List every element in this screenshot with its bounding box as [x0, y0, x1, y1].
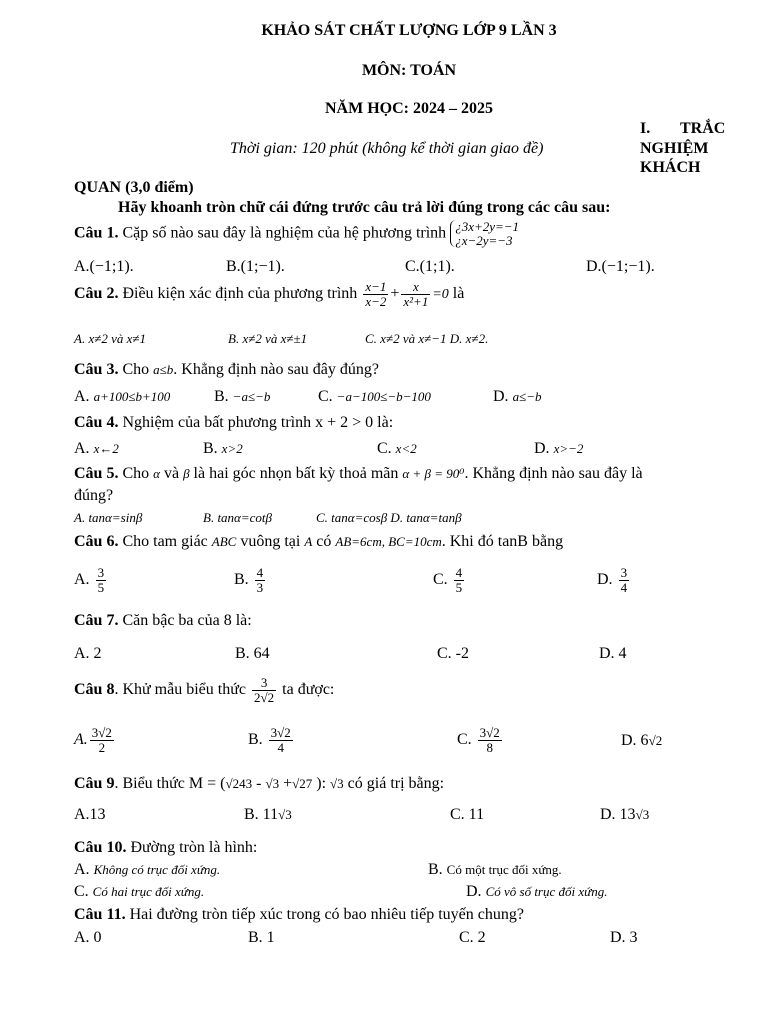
question-1-label: Câu 1. [74, 224, 119, 242]
fraction-2: $\frac{x}{\text{x²+1}}$ [403, 279, 429, 309]
question-1-text: Cặp số nào sau đây là nghiệm của hệ phương trình [118, 224, 447, 242]
q3-option-b[interactable]: B. −a≤−b [214, 388, 271, 405]
question-3-pre: Cho [118, 361, 154, 378]
exam-subject: MÔN: TOÁN [361, 62, 457, 79]
question-2-text: Điều kiện xác định của phương trình [118, 284, 358, 302]
q3-option-c[interactable]: C. −a−100≤−b−100 [318, 388, 431, 405]
q9-option-b[interactable]: B. 11√3 [244, 806, 292, 823]
question-10-text: Đường tròn là hình: [126, 839, 258, 856]
q8-option-a[interactable]: A. $\frac{3√2}{2}$ [74, 725, 112, 755]
q11-option-b[interactable]: B. 1 [248, 929, 275, 946]
q4-option-d[interactable]: D. x>−2 [534, 440, 584, 457]
q2-option-b[interactable]: B. x≠2 và x≠±1 [228, 331, 308, 346]
fraction-1: $\frac{x-1}{x-2}$ [365, 279, 387, 309]
q8-option-b[interactable]: B. $\frac{3√2}{4}$ [248, 725, 291, 755]
q10-option-a[interactable]: A. Không có trục đối xứng. [74, 861, 221, 878]
q9-option-a[interactable]: A.13 [74, 806, 106, 823]
q4-option-c[interactable]: C. x<2 [377, 440, 417, 457]
q7-option-d[interactable]: D. 4 [599, 645, 627, 662]
q3-option-d[interactable]: D. a≤−b [493, 388, 542, 405]
equation-1: ¿3x+2y=−1 [455, 219, 520, 234]
q6-option-c[interactable]: C. $\frac{4}{5}$ [433, 565, 463, 595]
q10-option-b[interactable]: B. Có một trục đối xứng. [428, 861, 562, 878]
q4-option-a[interactable]: A. x←2 [74, 440, 119, 457]
q1-option-c[interactable]: C.(1;1). [405, 258, 455, 275]
q1-option-d[interactable]: D.(−1;−1). [586, 258, 655, 275]
exam-title: KHẢO SÁT CHẤT LƯỢNG LỚP 9 LẦN 3 [261, 22, 557, 39]
q11-option-d[interactable]: D. 3 [610, 929, 638, 946]
q2-option-cd[interactable]: C. x≠2 và x≠−1 D. x≠2. [365, 331, 489, 346]
question-4-text: Nghiệm của bất phương trình x + 2 > 0 là: [118, 414, 394, 431]
q5-option-b[interactable]: B. tanα=cotβ [203, 510, 273, 525]
q7-option-a[interactable]: A. 2 [74, 645, 102, 662]
side-lengths: AB=6cm, BC=10cm [335, 534, 442, 549]
angle-sum: α + β = 90⁰ [402, 466, 465, 481]
question-11 [74, 906, 524, 924]
section-roman: I. [640, 120, 651, 137]
question-6-label: Câu 6. [74, 533, 119, 550]
question-8-text: . Khử mẫu biểu thức [114, 680, 246, 698]
q1-option-b[interactable]: B.(1;−1). [226, 258, 285, 275]
question-5-label: Câu 5. [74, 465, 119, 482]
question-2-label: Câu 2. [74, 284, 119, 302]
q11-option-a[interactable]: A. 0 [74, 929, 102, 946]
question-11-text: Hai đường tròn tiếp xúc trong có bao nhiêu tiếp tuyến chung? [125, 906, 524, 923]
q6-option-b[interactable]: B. $\frac{4}{3}$ [234, 565, 264, 595]
section-word-2: NGHIỆM [640, 140, 709, 157]
q7-option-b[interactable]: B. 64 [235, 645, 270, 662]
question-1 [74, 220, 519, 247]
question-3-condition: a≤b [153, 362, 174, 377]
question-3 [74, 361, 379, 379]
question-2-end: là [448, 284, 465, 302]
question-3-label: Câu 3. [74, 361, 119, 378]
equation-system [450, 220, 519, 247]
equation-2: ¿x−2y=−3 [455, 232, 513, 248]
question-10-label: Câu 10. [74, 839, 127, 856]
root-27: √27 [292, 776, 313, 791]
q8-option-d[interactable]: D. 6√2 [621, 732, 663, 749]
beta-symbol: β [183, 466, 190, 481]
root-243: √243 [225, 776, 253, 791]
q10-option-d[interactable]: D. Có vô số trục đối xứng. [466, 883, 608, 900]
q6-option-a[interactable]: A. $\frac{3}{5}$ [74, 565, 105, 595]
section-heading-cont: QUAN (3,0 điểm) [74, 179, 194, 196]
exam-year: NĂM HỌC: 2024 – 2025 [325, 100, 493, 117]
question-3-post: . Khẳng định nào sau đây đúng? [173, 361, 379, 378]
question-7-label: Câu 7. [74, 612, 119, 629]
q1-option-a[interactable]: A.(−1;1). [74, 258, 134, 275]
exam-time: Thời gian: 120 phút (không kể thời gian giao đề) [230, 140, 544, 157]
question-7-text: Căn bậc ba của 8 là: [118, 612, 252, 629]
question-10 [74, 839, 257, 857]
equation-tail: =0 [432, 286, 449, 302]
question-9-label: Câu 9 [74, 775, 115, 792]
question-8-label: Câu 8 [74, 680, 115, 698]
q3-option-a[interactable]: A. a+100≤b+100 [74, 388, 171, 405]
triangle-name: ABC [211, 534, 237, 549]
section-word-1: TRẮC [680, 120, 726, 137]
q2-option-a[interactable]: A. x≠2 và x≠1 [74, 331, 147, 346]
q5-option-cd[interactable]: C. tanα=cosβ D. tanα=tanβ [316, 510, 462, 525]
instruction: Hãy khoanh tròn chữ cái đứng trước câu trả lời đúng trong các câu sau: [118, 199, 611, 216]
question-6: Câu 6. Cho tam giác ABC vuông tại A có AB=6cm, BC=10cm. Khi đó tanB bằng [74, 533, 564, 550]
q5-option-a[interactable]: A. tanα=sinβ [74, 510, 143, 525]
question-7 [74, 612, 252, 630]
question-2: Câu 2. Điều kiện xác định của phương trình $\frac{x-1}{x-2}$ + $\frac{x}{\text{x²+1}}$ =0 là [74, 279, 465, 309]
q10-option-c[interactable]: C. Có hai trục đối xứng. [74, 883, 205, 900]
expression-fraction: $\frac{3}{2√2}$ [254, 675, 275, 705]
q8-option-c[interactable]: C. $\frac{3√2}{8}$ [457, 725, 500, 755]
question-4 [74, 414, 393, 432]
question-9: Câu 9. Biểu thức M = (√243 - √3 +√27 ): √3 có giá trị bằng: [74, 775, 445, 792]
question-4-label: Câu 4. [74, 414, 119, 431]
right-vertex: A [304, 534, 313, 549]
q6-option-d[interactable]: D. $\frac{3}{4}$ [597, 565, 628, 595]
question-5: Câu 5. Cho α và β là hai góc nhọn bất kỳ thoả mãn α + β = 90⁰. Khẳng định nào sau đây là [74, 465, 643, 482]
question-11-label: Câu 11. [74, 906, 126, 923]
root-3-divisor: √3 [330, 776, 344, 791]
q4-option-b[interactable]: B. x>2 [203, 440, 243, 457]
q9-option-d[interactable]: D. 13√3 [600, 806, 650, 823]
q11-option-c[interactable]: C. 2 [459, 929, 486, 946]
alpha-symbol: α [153, 466, 160, 481]
q9-option-c[interactable]: C. 11 [450, 806, 485, 823]
root-3: √3 [265, 776, 280, 791]
question-8: Câu 8. Khử mẫu biểu thức $\frac{3}{2√2}$ ta được: [74, 675, 335, 705]
section-word-3: KHÁCH [640, 159, 701, 176]
question-5-line-2: đúng? [74, 487, 114, 504]
q7-option-c[interactable]: C. -2 [437, 645, 469, 662]
